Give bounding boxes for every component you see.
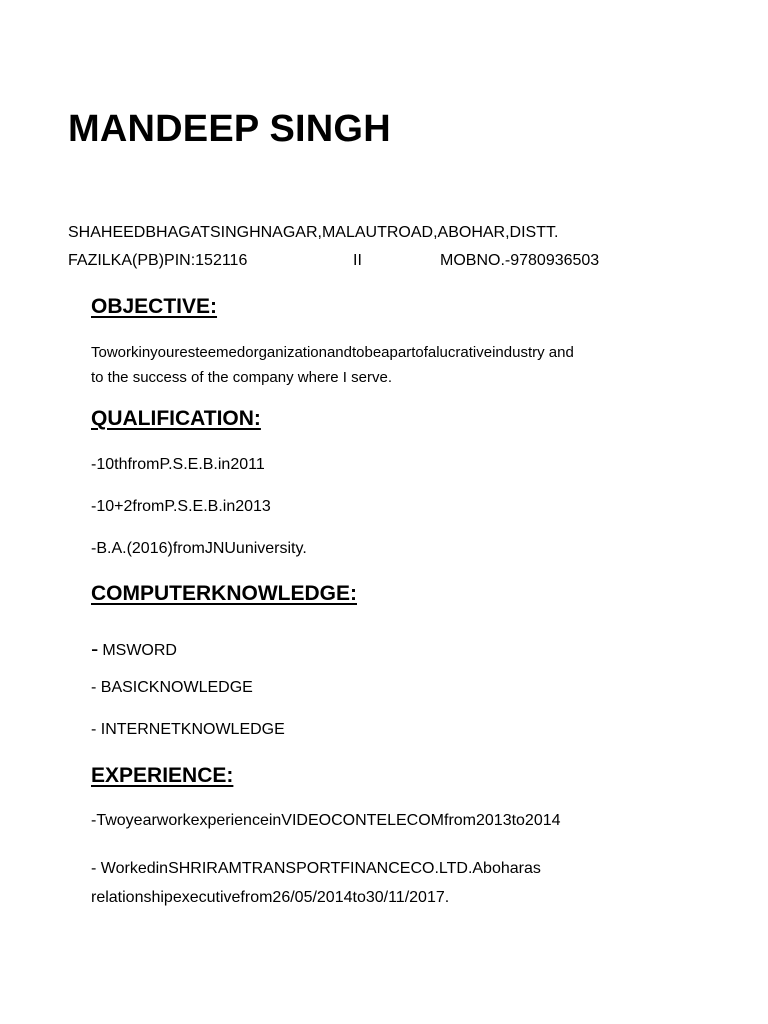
qualification-item-10th: -10thfromP.S.E.B.in2011: [91, 456, 265, 473]
experience-item-shriram-line-2: relationshipexecutivefrom26/05/2014to30/11/2017.: [91, 889, 450, 906]
objective-line-1: Toworkinyouresteemedorganizationandtobeapartofalucrativeindustry and: [91, 344, 574, 361]
objective-text: [91, 340, 651, 390]
address-line: SHAHEEDBHAGATSINGHNAGAR,MALAUTROAD,ABOHAR,DISTT.: [68, 224, 559, 241]
computer-item-basic: - BASICKNOWLEDGE: [91, 679, 253, 696]
objective-heading: OBJECTIVE:: [91, 295, 218, 318]
experience-item-shriram: [91, 854, 541, 912]
experience-heading: EXPERIENCE:: [91, 764, 234, 787]
computer-item-msword: [91, 636, 177, 662]
contact-separator: II: [353, 252, 362, 269]
computer-item-msword-label: MSWORD: [102, 642, 177, 659]
computer-item-internet: - INTERNETKNOWLEDGE: [91, 721, 285, 738]
experience-item-videocon: -TwoyearworkexperienceinVIDEOCONTELECOMfrom2013to2014: [91, 812, 561, 829]
qualification-heading: QUALIFICATION:: [91, 407, 261, 430]
experience-item-shriram-line-1: - WorkedinSHRIRAMTRANSPORTFINANCECO.LTD.Aboharas: [91, 860, 541, 877]
computer-knowledge-heading: COMPUTERKNOWLEDGE:: [91, 582, 357, 605]
mobile-number: MOBNO.-9780936503: [440, 252, 600, 269]
list-dash: -: [91, 636, 99, 661]
objective-line-2: to the success of the company where I serve.: [91, 369, 392, 386]
address-pin: FAZILKA(PB)PIN:152116: [68, 252, 248, 269]
candidate-name: MANDEEP SINGH: [68, 108, 391, 150]
qualification-item-ba: -B.A.(2016)fromJNUuniversity.: [91, 540, 307, 557]
qualification-item-12th: -10+2fromP.S.E.B.in2013: [91, 498, 271, 515]
